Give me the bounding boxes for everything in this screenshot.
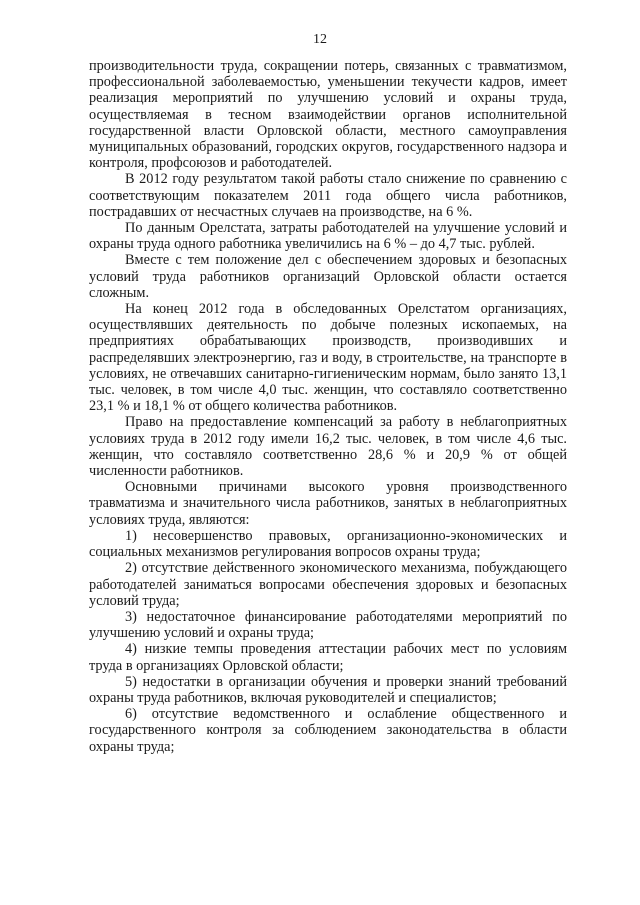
list-item-cause-3: 3) недостаточное финансирование работодателями мероприятий по улучшению условий и охраны труда; xyxy=(89,608,567,642)
list-item-cause-1: 1) несовершенство правовых, организационно-экономических и социальных механизмов регулирования вопросов охраны труда; xyxy=(89,527,567,561)
paragraph-continuation: производительности труда, сокращении потерь, связанных с травматизмом, профессиональной заболеваемостью, уменьшении текучести кадров, имеет реализация мероприятий по улучшению условий и охраны труда, осуществляемая в тесном взаимодействии органов исполнительной государственной власти Орловской области, местного самоуправления муниципальных образований, городских округов, государственного надзора и контроля, профсоюзов и работодателей. xyxy=(89,58,567,172)
paragraph-compensation-rights: Право на предоставление компенсаций за работу в неблагоприятных условиях труда в 2012 году имели 16,2 тыс. человек, в том числе 4,6 тыс. женщин, что составляло соответственно 28,6 % и 20,9 % от общей численности работников. xyxy=(89,414,567,480)
document-body xyxy=(89,58,567,755)
page-number: 12 xyxy=(313,32,327,47)
paragraph-employer-costs: По данным Орелстата, затраты работодателей на улучшение условий и охраны труда одного работника увеличились на 6 % – до 4,7 тыс. рублей. xyxy=(89,220,567,253)
list-item-cause-5: 5) недостатки в организации обучения и проверки знаний требований охраны труда работников, включая руководителей и специалистов; xyxy=(89,673,567,706)
paragraph-situation-difficult: Вместе с тем положение дел с обеспечением здоровых и безопасных условий труда работников организаций Орловской области остается сложным. xyxy=(89,252,567,301)
list-item-cause-4: 4) низкие темпы проведения аттестации рабочих мест по условиям труда в организациях Орловской области; xyxy=(89,641,567,674)
paragraph-unsafe-conditions: На конец 2012 года в обследованных Орелстатом организациях, осуществлявших деятельность по добыче полезных ископаемых, на предприятиях обрабатывающих производств, производивших и распределявших электроэнергию, газ и воду, в строительстве, на транспорте в условиях, не отвечавших санитарно-гигиеническим нормам, было занято 13,1 тыс. человек, в том числе 4,0 тыс. женщин, что составляло соответственно 23,1 % и 18,1 % от общего количества работников. xyxy=(89,301,567,415)
paragraph-main-causes: Основными причинами высокого уровня производственного травматизма и значительного числа работников, занятых в неблагоприятных условиях труда, являются: xyxy=(89,479,567,528)
list-item-cause-2: 2) отсутствие действенного экономического механизма, побуждающего работодателей заниматься вопросами обеспечения здоровых и безопасных условий труда; xyxy=(89,560,567,609)
list-item-cause-6: 6) отсутствие ведомственного и ослабление общественного и государственного контроля за соблюдением законодательства в области охраны труда; xyxy=(89,706,567,755)
paragraph-injury-reduction: В 2012 году результатом такой работы стало снижение по сравнению с соответствующим показателем 2011 года общего числа работников, пострадавших от несчастных случаев на производстве, на 6 %. xyxy=(89,171,567,220)
